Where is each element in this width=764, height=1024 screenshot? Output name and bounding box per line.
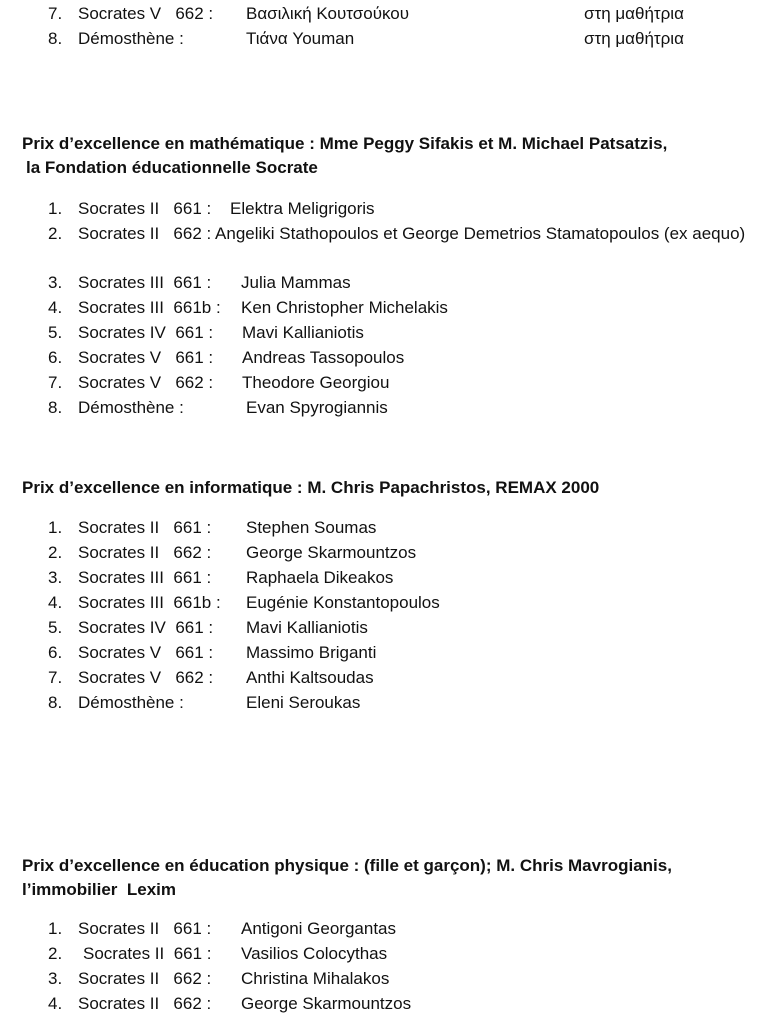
student-name: Angeliki Stathopoulos et George Demetrios Stamatopoulos (ex aequo) [215,224,746,243]
list-item [0,222,764,270]
student-name: Vasilios Colocythas [241,944,388,963]
item-number: 8. [48,398,63,417]
student-name: Ken Christopher Michelakis [241,298,448,317]
student-name: Stephen Soumas [246,518,377,537]
item-number: 3. [48,273,63,292]
heading-line: l’immobilier Lexim [22,880,176,899]
class-label: Socrates V 662 : [78,373,214,392]
student-name: Antigoni Georgantas [241,919,396,938]
list-item [0,616,764,640]
item-number: 8. [48,693,63,712]
class-label: Socrates II 662 : [78,543,212,562]
student-name: Anthi Kaltsoudas [246,668,374,687]
list-item [0,992,764,1016]
item-number: 3. [48,568,63,587]
class-label: Démosthène : [78,29,184,48]
class-label: Socrates II 662 : [78,994,212,1013]
item-number: 3. [48,969,63,988]
class-label: Socrates IV 661 : [78,323,214,342]
item-number: 7. [48,668,63,687]
student-name: Christina Mihalakos [241,969,390,988]
section-heading-informatique: Prix d’excellence en informatique : M. Chris Papachristos, REMAX 2000 [22,478,600,497]
student-name: Evan Spyrogiannis [246,398,388,417]
list-item [0,516,764,540]
student-name: Andreas Tassopoulos [242,348,405,367]
list-item [0,666,764,690]
list-item [0,917,764,941]
student-name: Eleni Seroukas [246,693,361,712]
class-label: Socrates II 661 : [78,518,212,537]
student-name: Mavi Kallianiotis [246,618,368,637]
student-name: Massimo Briganti [246,643,377,662]
list-item [0,591,764,615]
list-item-text [78,222,758,246]
class-label: Socrates V 662 : [78,4,214,23]
class-label: Socrates II 661 : [78,199,212,218]
class-label: Socrates II 661 : [83,944,212,963]
list-item [0,321,764,345]
student-name: Raphaela Dikeakos [246,568,394,587]
list-item [0,296,764,320]
recipient-note: στη μαθήτρια [584,4,684,23]
item-number: 6. [48,348,63,367]
class-label: Socrates IV 661 : [78,618,214,637]
student-name: Eugénie Konstantopoulos [246,593,440,612]
student-name: Mavi Kallianiotis [242,323,364,342]
class-label: Socrates II 662 : [78,224,212,243]
item-number: 5. [48,618,63,637]
item-number: 1. [48,199,63,218]
student-name: George Skarmountzos [241,994,412,1013]
list-item [0,566,764,590]
list-item [0,271,764,295]
student-name: Theodore Georgiou [242,373,390,392]
class-label: Socrates V 661 : [78,348,214,367]
student-name: Elektra Meligrigoris [230,199,375,218]
item-number: 6. [48,643,63,662]
list-item [0,197,764,221]
list-item [0,967,764,991]
section-heading-education-physique [22,854,752,902]
student-name: Julia Mammas [241,273,351,292]
item-number: 7. [48,373,63,392]
section-heading-math [22,132,752,180]
list-item [0,27,764,51]
heading-line: la Fondation éducationnelle Socrate [26,158,318,177]
item-number: 1. [48,518,63,537]
item-number: 4. [48,994,63,1013]
heading-line: Prix d’excellence en mathématique : Mme Peggy Sifakis et M. Michael Patsatzis, [22,134,668,153]
list-item [0,346,764,370]
class-label: Socrates III 661 : [78,568,212,587]
list-item [0,2,764,26]
student-name: George Skarmountzos [246,543,417,562]
list-item [0,942,764,966]
item-number: 2. [48,224,63,243]
item-number: 1. [48,919,63,938]
class-label: Socrates V 662 : [78,668,214,687]
list-item [0,691,764,715]
class-label: Démosthène : [78,693,184,712]
item-number: 4. [48,593,63,612]
item-number: 8. [48,29,63,48]
class-label: Socrates III 661 : [78,273,212,292]
list-item [0,541,764,565]
heading-line: Prix d’excellence en éducation physique : (fille et garçon); M. Chris Mavrogianis, [22,856,672,875]
item-number: 2. [48,944,63,963]
item-number: 7. [48,4,63,23]
list-item [0,371,764,395]
recipient-note: στη μαθήτρια [584,29,684,48]
item-number: 2. [48,543,63,562]
list-item [0,641,764,665]
class-label: Socrates III 661b : [78,593,221,612]
class-label: Socrates III 661b : [78,298,221,317]
student-name: Βασιλική Κουτσούκου [246,4,410,23]
class-label: Socrates V 661 : [78,643,214,662]
class-label: Démosthène : [78,398,184,417]
list-item [0,396,764,420]
item-number: 5. [48,323,63,342]
item-number: 4. [48,298,63,317]
class-label: Socrates II 662 : [78,969,212,988]
student-name: Τιάνα Youman [246,29,355,48]
class-label: Socrates II 661 : [78,919,212,938]
